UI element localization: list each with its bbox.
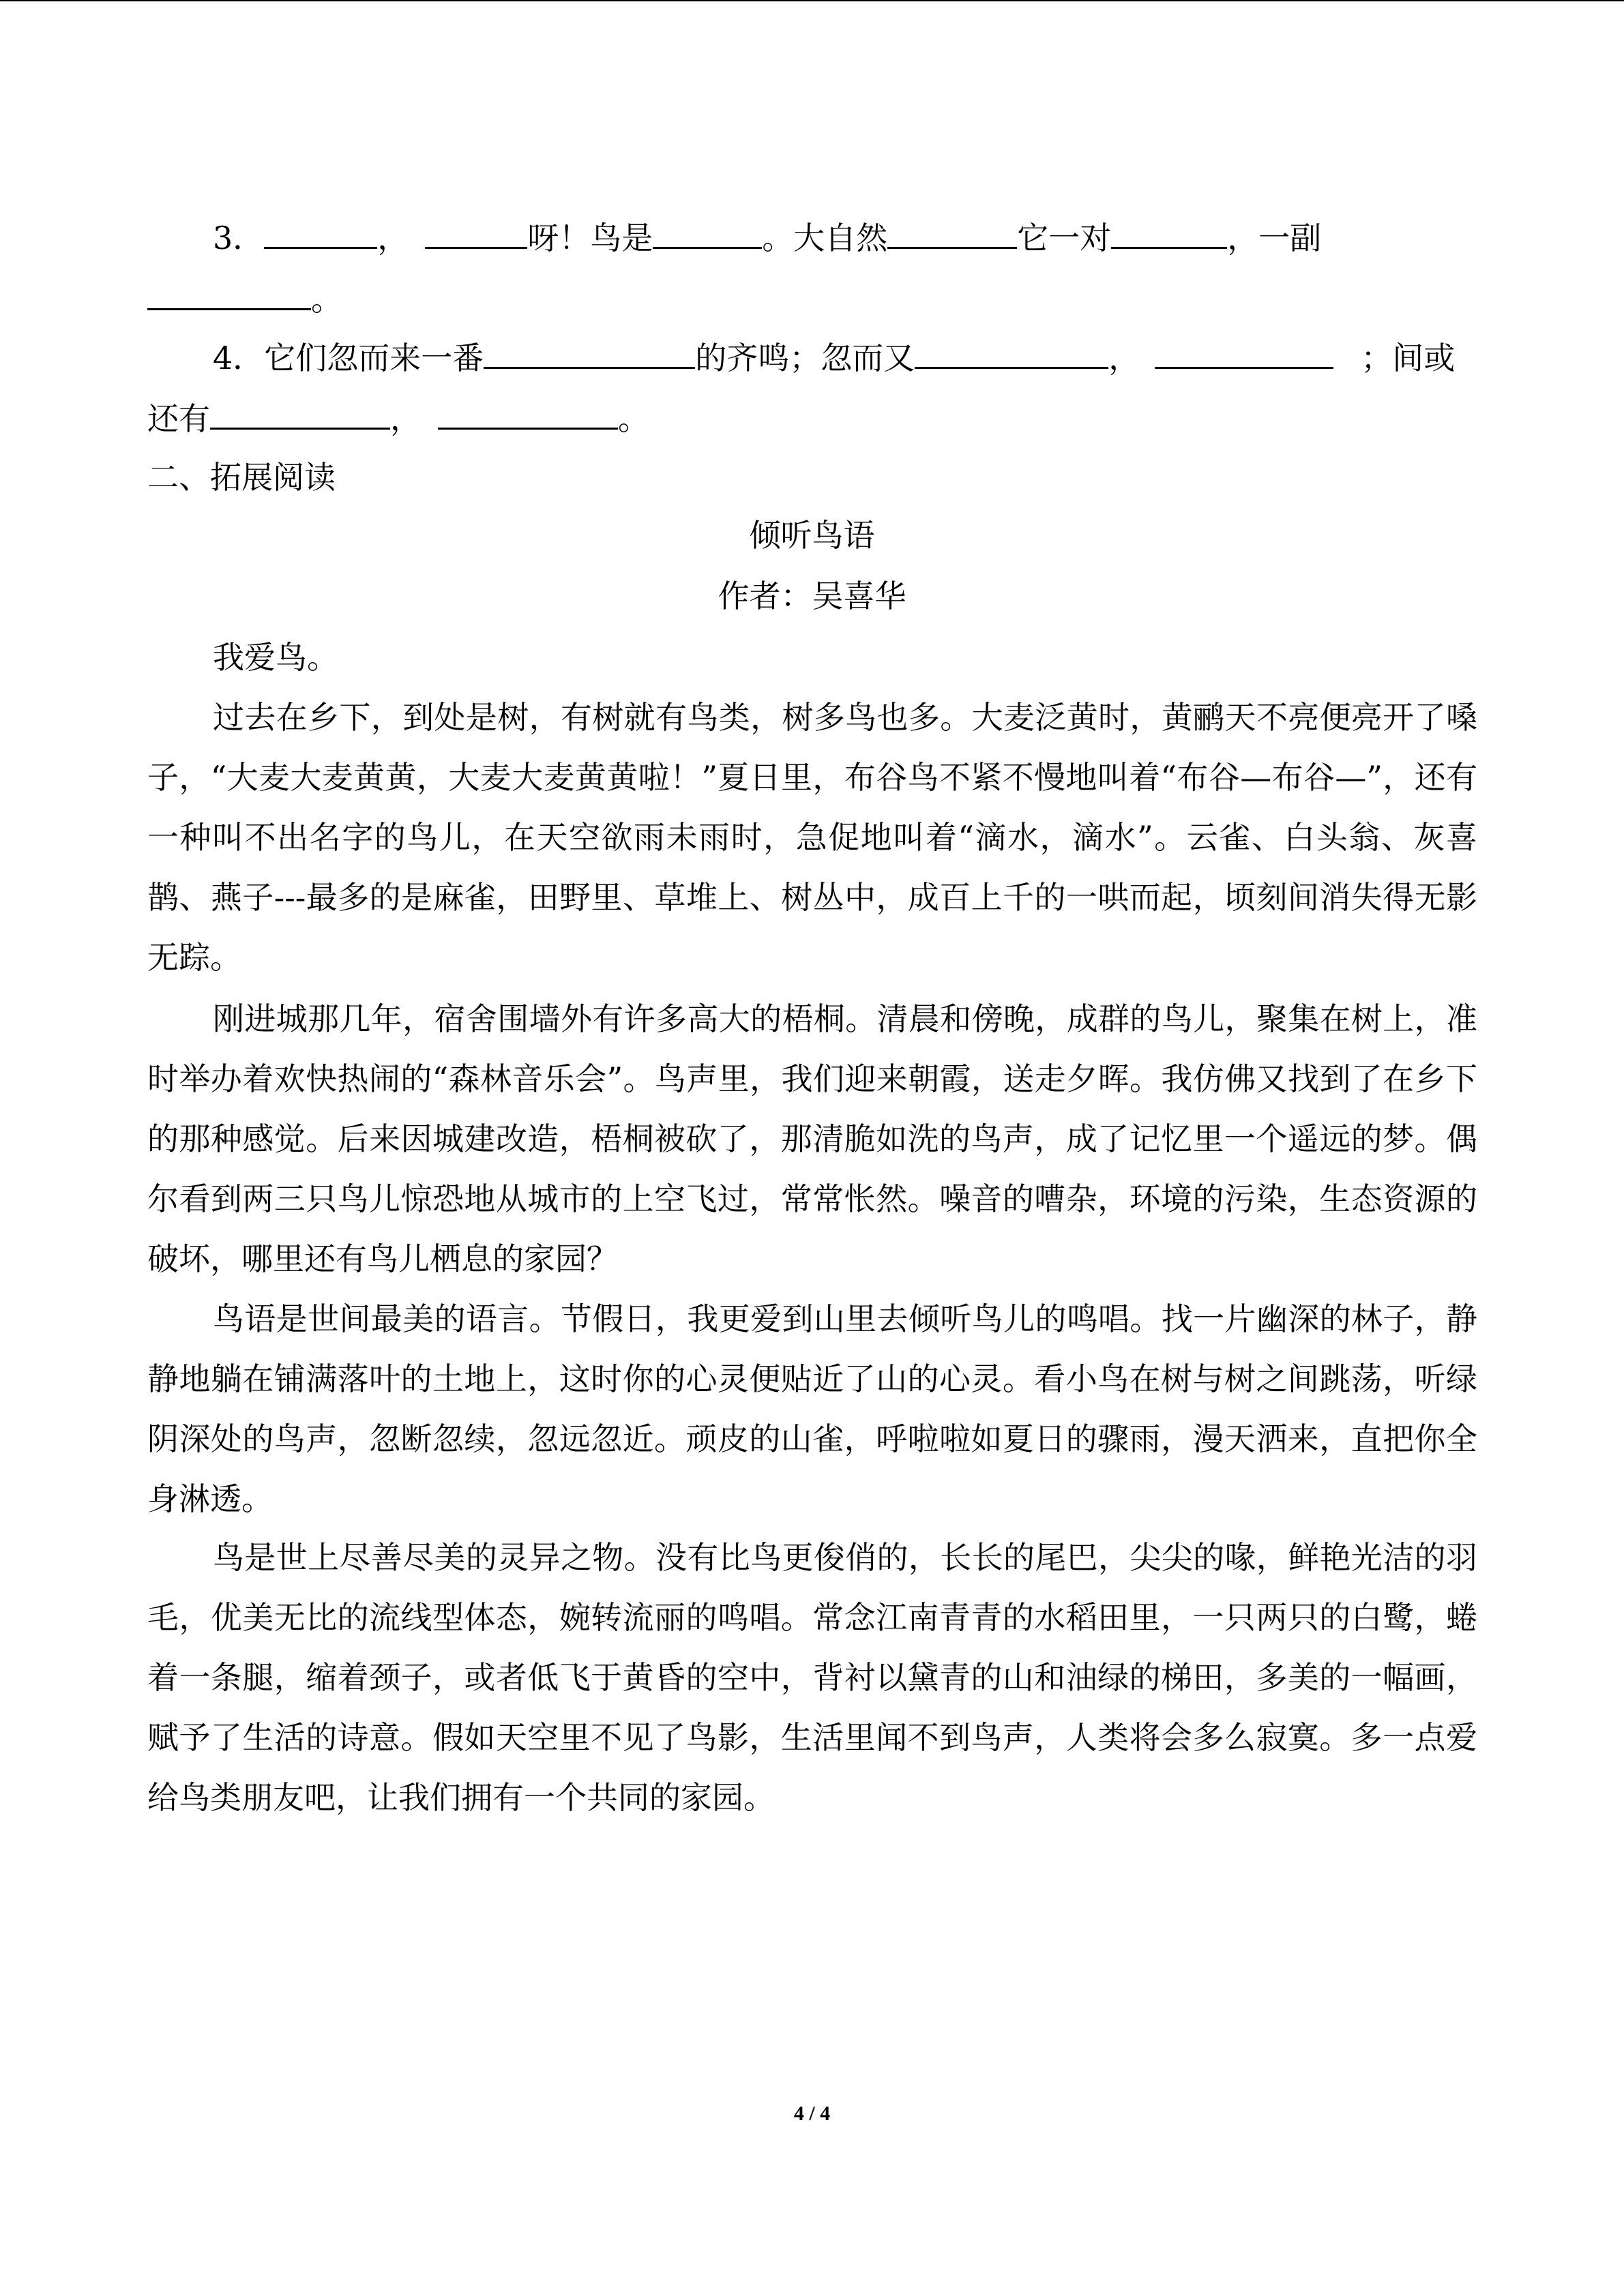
question-4-text-1: 它们忽而来一番 [264, 340, 484, 376]
section-heading: 二、拓展阅读 [147, 459, 336, 496]
question-4-number: 4． [213, 340, 265, 376]
question-4-line-2 [147, 398, 649, 439]
article-author: 作者：吴喜华 [718, 578, 906, 614]
question-3-text-2: 。大自然 [762, 220, 888, 256]
paragraph-5: 鸟是世上尽善尽美的灵异之物。没有比鸟更俊俏的，长长的尾巴，尖尖的喙，鲜艳光洁的羽毛，优美无比的流线型体态，婉转流丽的鸣唱。常念江南青青的水稻田里，一只两只的白鹭，蜷着一条腿，缩着颈子，或者低飞于黄昏的空中，背衬以黛青的山和油绿的梯田，多美的一幅画，赋予了生活的诗意。假如天空里不见了鸟影，生活里闻不到鸟声，人类将会多么寂寞。多一点爱给鸟类朋友吧，让我们拥有一个共同的家园。 [147, 1539, 1477, 1816]
separator: ， [390, 400, 422, 437]
question-4-text-4: 还有 [147, 400, 210, 437]
blank[interactable] [653, 217, 762, 249]
question-3-number: 3． [213, 220, 265, 256]
question-3-text-1: 呀！鸟是 [527, 220, 653, 256]
blank[interactable] [147, 278, 311, 310]
question-4-line-1 [213, 337, 1455, 378]
page-number: 4 / 4 [793, 2102, 831, 2125]
blank[interactable] [915, 337, 1108, 369]
separator: ， [1108, 340, 1140, 376]
blank[interactable] [264, 217, 377, 249]
separator: ， [377, 220, 409, 256]
blank[interactable] [438, 398, 618, 430]
top-border [0, 0, 1624, 1]
question-4-text-2: 的齐鸣；忽而又 [695, 340, 915, 376]
paragraph-1: 我爱鸟。 [213, 639, 338, 676]
blank[interactable] [484, 337, 695, 369]
question-3-line-2 [147, 278, 342, 320]
question-3-text-4: ，一副 [1227, 220, 1322, 256]
question-3-text-3: 它一对 [1017, 220, 1112, 256]
blank[interactable] [1111, 217, 1227, 249]
paragraph-3: 刚进城那几年，宿舍围墙外有许多高大的梧桐。清晨和傍晚，成群的鸟儿，聚集在树上，准时举办着欢快热闹的“森林音乐会”。鸟声里，我们迎来朝霞，送走夕晖。我仿佛又找到了在乡下的那种感觉。后来因城建改造，梧桐被砍了，那清脆如洗的鸟声，成了记忆里一个遥远的梦。偶尔看到两三只鸟儿惊恐地从城市的上空飞过，常常怅然。噪音的嘈杂，环境的污染，生态资源的破坏，哪里还有鸟儿栖息的家园？ [147, 1000, 1477, 1277]
question-3-line-1 [213, 217, 1321, 258]
paragraph-2: 过去在乡下，到处是树，有树就有鸟类，树多鸟也多。大麦泛黄时，黄鹂天不亮便亮开了嗓子，“大麦大麦黄黄，大麦大麦黄黄啦！”夏日里，布谷鸟不紧不慢地叫着“布谷—布谷—”，还有一种叫不出名字的鸟儿，在天空欲雨未雨时，急促地叫着“滴水，滴水”。云雀、白头翁、灰喜鹊、燕子---最多的是麻雀，田野里、草堆上、树丛中，成百上千的一哄而起，顷刻间消失得无影无踪。 [147, 699, 1477, 976]
blank[interactable] [425, 217, 527, 249]
blank[interactable] [887, 217, 1017, 249]
question-4-end: 。 [618, 400, 649, 437]
question-4-text-3: ；间或 [1361, 340, 1456, 376]
article-title: 倾听鸟语 [749, 517, 875, 554]
paragraph-4: 鸟语是世间最美的语言。节假日，我更爱到山里去倾听鸟儿的鸣唱。找一片幽深的林子，静静地躺在铺满落叶的土地上，这时你的心灵便贴近了山的心灵。看小鸟在树与树之间跳荡，听绿阴深处的鸟声，忽断忽续，忽远忽近。顽皮的山雀，呼啦啦如夏日的骤雨，漫天洒来，直把你全身淋透。 [147, 1300, 1477, 1517]
blank[interactable] [210, 398, 390, 430]
question-3-end: 。 [311, 281, 342, 318]
blank[interactable] [1155, 337, 1333, 369]
